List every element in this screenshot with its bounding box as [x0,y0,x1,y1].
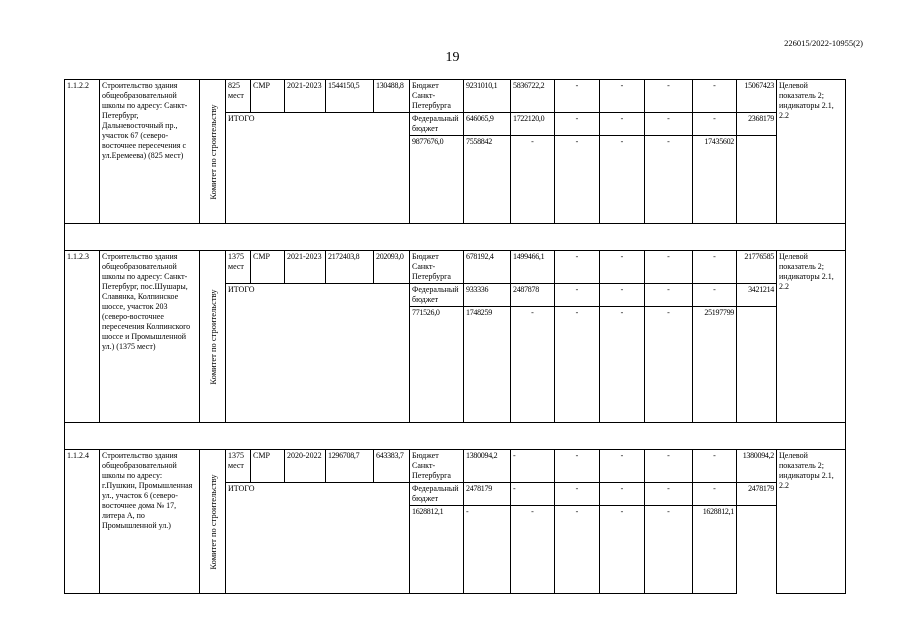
amount-d4: - [693,113,737,136]
row-code: 1.1.2.4 [65,450,100,594]
target-indicator: Целевой показатель 2; индикаторы 2.1, 2.2 [777,80,846,224]
line-total: 1628812,1 [693,506,737,594]
amount-v1: 678192,4 [464,251,511,284]
amount-v1: 9877676,0 [410,136,464,224]
table-row [65,80,846,113]
amount-d1: - [555,284,600,307]
amount-d1: - [555,113,600,136]
amount-d3: - [645,284,693,307]
executor-label: Комитет по строительству [207,288,218,385]
amount-d2: - [600,113,645,136]
amount-v2: 1748259 [464,307,511,423]
amount-d3: - [645,251,693,284]
total-cost: 1296708,7 [326,450,374,483]
itogo-label: ИТОГО [226,483,410,594]
amount-d4: - [645,506,693,594]
line-total: 3421214 [737,284,777,307]
funding-source: Бюджет Санкт-Петербурга [410,450,464,483]
funding-source: Бюджет Санкт-Петербурга [410,80,464,113]
row-description: Строительство здания общеобразовательной школы по адресу: г.Пушкин, Промышленная ул., участок 6 (северо-восточнее дома № 17, литера А, по Промышленной ул.) [100,450,200,594]
page-number: 19 [445,50,460,65]
amount-v2: - [511,450,555,483]
target-indicator: Целевой показатель 2; индикаторы 2.1, 2.2 [777,450,846,594]
amount-d1: - [511,136,555,224]
amount-d4: - [693,251,737,284]
table-row [65,450,846,483]
amount-v2: - [464,506,511,594]
funding-source: Федеральный бюджет [410,284,464,307]
paid-amount: 202093,0 [374,251,410,284]
paid-amount: 130488,8 [374,80,410,113]
capacity: 1375 мест [226,251,251,284]
amount-d3: - [600,136,645,224]
funding-source: Федеральный бюджет [410,483,464,506]
amount-d2: - [600,483,645,506]
amount-d1: - [555,450,600,483]
amount-v2: 1722120,0 [511,113,555,136]
amount-d3: - [645,450,693,483]
work-type: СМР [251,450,285,483]
capacity: 825 мест [226,80,251,113]
amount-d1: - [555,483,600,506]
paid-amount: 643383,7 [374,450,410,483]
document-id: 226015/2022-10955(2) [784,38,863,48]
row-description: Строительство здания общеобразовательной школы по адресу: Санкт-Петербург, Дальневосточный пр., участок 67 (северо-восточнее пересечения с ул.Еремеева) (825 мест) [100,80,200,224]
executor-cell [200,450,226,594]
itogo-label: ИТОГО [226,284,410,423]
amount-v2: 1499466,1 [511,251,555,284]
amount-d3: - [645,80,693,113]
period: 2020-2022 [285,450,326,483]
amount-d4: - [645,307,693,423]
amount-d4: - [693,80,737,113]
amount-v2: 2487878 [511,284,555,307]
row-code: 1.1.2.3 [65,251,100,423]
period: 2021-2023 [285,80,326,113]
funding-source: Федеральный бюджет [410,113,464,136]
total-cost: 1544150,5 [326,80,374,113]
line-total: 15067423 [737,80,777,113]
line-total: 17435602 [693,136,737,224]
work-type: СМР [251,80,285,113]
amount-d3: - [600,307,645,423]
amount-d3: - [600,506,645,594]
amount-v1: 2478179 [464,483,511,506]
amount-d4: - [693,450,737,483]
amount-d4: - [693,483,737,506]
table-row [65,251,846,284]
total-cost: 2172403,8 [326,251,374,284]
amount-d1: - [511,506,555,594]
amount-d3: - [645,113,693,136]
amount-d1: - [555,251,600,284]
amount-v1: 1628812,1 [410,506,464,594]
work-type: СМР [251,251,285,284]
funding-source: Бюджет Санкт-Петербурга [410,251,464,284]
line-total: 21776585 [737,251,777,284]
executor-label: Комитет по строительству [207,473,218,570]
amount-v2: 7558842 [464,136,511,224]
amount-d1: - [555,80,600,113]
amount-d2: - [600,450,645,483]
capacity: 1375 мест [226,450,251,483]
amount-d4: - [645,136,693,224]
executor-cell [200,251,226,423]
amount-d2: - [600,80,645,113]
executor-cell [200,80,226,224]
amount-d2: - [555,136,600,224]
program-table [64,79,846,594]
line-total: 2368179 [737,113,777,136]
amount-v1: 771526,0 [410,307,464,423]
row-description: Строительство здания общеобразовательной школы по адресу: Санкт-Петербург, пос.Шушары, Славянка, Колпинское шоссе, участок 203 (северо-восточнее пересечения Колпинского шоссе и Промышленной ул.) (1375 мест) [100,251,200,423]
amount-v1: 646065,9 [464,113,511,136]
amount-d2: - [555,307,600,423]
amount-d2: - [600,251,645,284]
amount-v2: - [511,483,555,506]
line-total: 1380094,2 [737,450,777,483]
amount-d4: - [693,284,737,307]
target-indicator: Целевой показатель 2; индикаторы 2.1, 2.2 [777,251,846,423]
itogo-label: ИТОГО [226,113,410,224]
period: 2021-2023 [285,251,326,284]
amount-d1: - [511,307,555,423]
amount-d2: - [600,284,645,307]
amount-v2: 5836722,2 [511,80,555,113]
amount-d3: - [645,483,693,506]
amount-v1: 9231010,1 [464,80,511,113]
row-code: 1.1.2.2 [65,80,100,224]
amount-v1: 1380094,2 [464,450,511,483]
line-total: 2478179 [737,483,777,506]
executor-label: Комитет по строительству [207,103,218,200]
amount-v1: 933336 [464,284,511,307]
line-total: 25197799 [693,307,737,423]
amount-d2: - [555,506,600,594]
